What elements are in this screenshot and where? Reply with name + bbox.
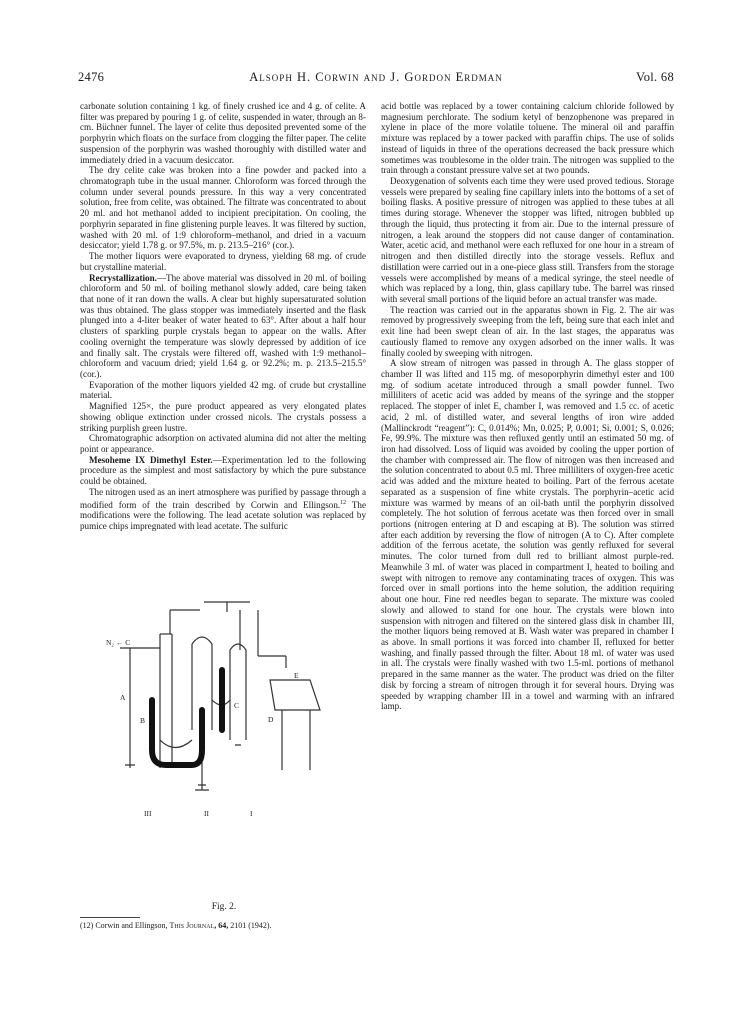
oil-bath (270, 680, 320, 710)
paragraph (80, 273, 366, 380)
paragraph-text: —The above material was dissolved in 20 ml. of boiling chloroform and 50 ml. of boiling methanol slowly added, care being taken that none of it ran down the walls. A clear but highly supersaturated solution was thus obtained. The glass stopper was immediately inserted and the flask plunged into a 4-liter beaker of water heated to 63°. After about a half hour clusters of sparkling purple crystals began to appear on the walls. After cooling overnight the temperature was slowly depressed by addition of ice and finally salt. The crystals were filtered off, washed with 1:9 methanol–chloroform and vacuum dried; yield 1.64 g. or 92.2%; m. p. 213.5–215.5° (cor.). (80, 272, 366, 379)
section-heading-recrystallization: Recrystallization. (89, 272, 157, 283)
paragraph: Magnified 125×, the pure product appeared as very elongated plates showing oblique extinction under crossed nicols. The crystals possess a striking purplish green lustre. (80, 401, 366, 433)
reference-marker: 12 (340, 499, 347, 506)
paragraph: carbonate solution containing 1 kg. of finely crushed ice and 4 g. of celite. A filter was prepared by pouring 1 g. of celite, suspended in water, through an 8-cm. Büchner funnel. The layer of celite thus deposited prevented some of the porphyrin which floats on the surface from clogging the filter paper. The celite suspension of the porphyrin was washed thoroughly with distilled water and immediately dried in a vacuum desiccator. (80, 101, 366, 165)
label-c: C (234, 701, 240, 710)
paragraph: The reaction was carried out in the apparatus shown in Fig. 2. The air was removed by progressively sweeping from the left, being sure that each inlet and exit line had been swept clean of air. In the last stages, the apparatus was cautiously flamed to remove any oxygen adsorbed on the inner walls. It was finally cooled by sweeping with nitrogen. (381, 304, 674, 358)
paragraph: Evaporation of the mother liquors yielded 42 mg. of crude but crystalline material. (80, 379, 366, 401)
right-column (381, 101, 674, 712)
running-head-authors: Alsoph H. Corwin and J. Gordon Erdman (249, 70, 503, 84)
paragraph: acid bottle was replaced by a tower containing calcium chloride followed by magnesium perchlorate. The sodium ketyl of benzophenone was prepared in xylene in place of the more volatile toluene. The mineral oil and paraffin mixture was replaced by a tower packed with paraffin chips. The use of solids instead of liquids in three of the operations decreased the back pressure which sometimes was troublesome in the older train. The nitrogen was supplied to the train through a constant pressure valve set at two pounds. (381, 101, 674, 176)
apparatus-figure (100, 590, 348, 888)
inlet-e-line (258, 656, 286, 668)
section-heading-mesoheme: Mesoheme IX Dimethyl Ester. (89, 454, 213, 465)
footnote (80, 921, 370, 930)
chamber-i-tube (230, 650, 246, 740)
label-chamber-iii: III (144, 809, 152, 818)
top-manifold (204, 602, 250, 612)
paragraph: Chromatographic adsorption on activated alumina did not alter the melting point or appearance. (80, 433, 366, 454)
footnote-divider (80, 917, 140, 918)
footnote-volume: , 64, (214, 921, 229, 930)
paragraph-text: —Experimentation led to the following procedure as the simplest and most satisfactory by which the pure substance could be obtained. (80, 454, 366, 487)
page-number: 2476 (78, 70, 105, 84)
paragraph: A slow stream of nitrogen was passed in through A. The glass stopper of chamber II was lifted and 115 mg. of mesoporphyrin dimethyl ester and 100 mg. of sodium acetate introduced through a small powder funnel. Two milliliters of acetic acid was added by means of the syringe and the stopper replaced. The stopper of inlet E, chamber I, was removed and 1.5 cc. of acetic acid, 2 ml. of distilled water, and several lengths of iron wire added (Mallinckrodt “reagent”): C, 0.014%; Mn, 0.025; P, 0.001; Si, 0.001; S, 0.026; Fe, 99.9%. The mixture was then refluxed gently until an estimated 50 mg. of iron had dissolved. Loss of liquid was avoided by cooling the upper portion of the chamber with compressed air. The flow of nitrogen was then increased and the solution concentrated to about 0.5 ml. Three milliliters of oxygen-free acetic acid was added and the mixture heated to boiling. Part of the ferrous acetate separated as a suspension of fine white crystals. The porphyrin–acetic acid mixture was warmed by means of an oil-bath until the porphyrin dissolved completely. The hot solution of ferrous acetate was then forced over in small portions (nitrogen entering at D and escaping at B). The solution was stirred after each addition by reversing the flow of nitrogen (A to C). After complete addition of the ferrous acetate, the solution was gently refluxed for several minutes. The color turned from dull red to brilliant almost purple-red. Meanwhile 3 ml. of water was placed in compartment I, heated to boiling and swept with nitrogen to remove any contaminating traces of oxygen. This was forced over in small portions into the heme solution, the addition requiring about one hour. Fine red needles began to separate. The mixture was cooled slowly and allowed to stand for one hour. The crystals were blown into suspension with nitrogen and filtered on the sintered glass disk in chamber III, the mother liquors being removed at B. Wash water was prepared in chamber I as above. In small portions it was forced into chamber II, refluxed for better washing, and finally passed through the filter. About 18 ml. of water was used in all. The crystals were finally washed with two 1.5-ml. portions of methanol prepared in the same manner as the water. The product was dried on the filter disk by forcing a stream of nitrogen through it for several hours. Drying was speeded by wrapping chamber III in a towel and warming with an infrared lamp. (381, 358, 674, 712)
paragraph-text: The nitrogen used as an inert atmosphere was purified by passage through a modified form of the train described by Corwin and Ellingson. (80, 486, 366, 510)
paragraph: The dry celite cake was broken into a fine powder and packed into a chromatograph tube in the usual manner. Chloroform was forced through the column under several pounds pressure. In this way a very concentrated solution, free from celite, was obtained. The filtrate was concentrated to about 20 ml. and hot methanol added to incipient precipitation. On cooling, the porphyrin separated in fine glistening purple leaves. It was filtered by suction, washed with 20 ml. of 1:9 chloroform–methanol, and dried in a vacuum desiccator; yield 1.78 g. or 97.5%, m. p. 213.5–216° (cor.). (80, 165, 366, 251)
left-column (80, 101, 366, 532)
label-chamber-ii: II (204, 809, 209, 818)
label-a: A (120, 693, 126, 702)
chamber-iii-tube (160, 634, 172, 768)
label-e: E (294, 671, 299, 680)
footnote-journal: This Journal (169, 921, 215, 930)
paragraph: Deoxygenation of solvents each time they were used proved tedious. Storage vessels were prepared by sealing fine capillary inlets into the bottoms of a set of boiling flasks. A positive pressure of nitrogen was applied to these tubes at all times during storage. Whenever the stopper was lifted, nitrogen bubbled up through the liquid, thus protecting it from air. Due to the internal pressure of nitrogen, a leak around the stoppers did not cause danger of contamination. Water, acetic acid, and methanol were each refluxed for one hour in a stream of nitrogen and then distilled directly into the storage vessels. Reflux and distillation were carried out in a one-piece glass still. Transfers from the storage vessels were accomplished by means of a medical syringe, the steel needle of which was replaced by a long, thin, glass capillary tube. The barrel was rinsed with several small portions of the liquid before an actual transfer was made. (381, 176, 674, 304)
volume-label: Vol. 68 (636, 70, 674, 84)
label-b: B (140, 716, 146, 725)
figure-caption: Fig. 2. (211, 902, 237, 912)
label-d: D (268, 715, 274, 724)
label-chamber-i: I (250, 809, 253, 818)
paragraph-text: The modifications were the following. The lead acetate solution was replaced by pumice chips impregnated with lead acetate. The sulfuric (80, 499, 366, 532)
paragraph (80, 455, 366, 487)
paragraph (80, 487, 366, 532)
footnote-pages: 2101 (1942). (228, 921, 272, 930)
footnote-number: (12) (80, 921, 94, 930)
footnote-text: Corwin and Ellingson, (93, 921, 170, 930)
label-ne: N₂ ← C (106, 638, 131, 647)
paragraph: The mother liquors were evaporated to dryness, yielding 68 mg. of crude but crystalline material. (80, 251, 366, 272)
page-header (78, 70, 674, 86)
